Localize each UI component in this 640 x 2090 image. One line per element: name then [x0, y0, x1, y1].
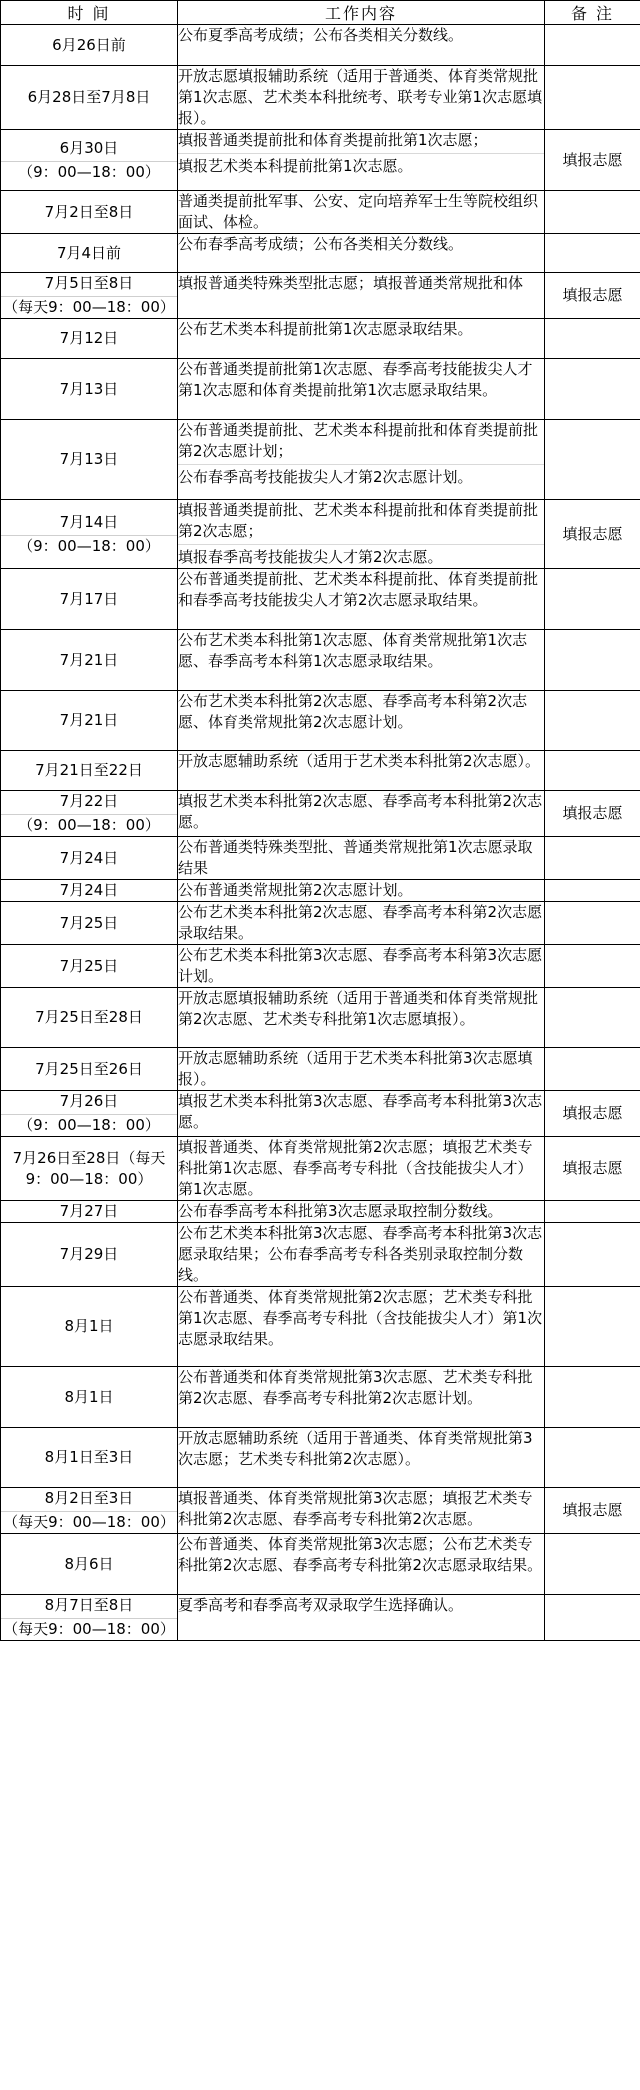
row-time-main: 8月1日至3日 — [44, 1448, 134, 1466]
table-row — [1, 1048, 640, 1091]
row-time — [1, 880, 178, 902]
row-time-sub: （每天9：00—18：00） — [1, 1618, 177, 1640]
row-time-main: 7月24日 — [59, 848, 119, 867]
table-row — [1, 1488, 640, 1534]
row-content-line: 公布艺术类本科批第2次志愿、春季高考本科第2次志愿录取结果。 — [178, 903, 543, 942]
row-content-line: 夏季高考和春季高考双录取学生选择确认。 — [178, 1596, 464, 1614]
table-row — [1, 569, 640, 630]
row-content-line: 公布春季高考本科批第3次志愿录取控制分数线。 — [178, 1202, 503, 1220]
row-time-sub: （9：00—18：00） — [1, 535, 177, 557]
row-time-main: 7月24日 — [59, 881, 119, 899]
row-time — [1, 130, 178, 191]
row-time — [1, 66, 178, 130]
row-content — [178, 319, 545, 359]
row-time — [1, 1223, 178, 1287]
row-note — [545, 234, 640, 273]
row-time-sub: （每天9：00—18：00） — [1, 1511, 177, 1533]
table-row — [1, 234, 640, 273]
row-time-main: 7月21日 — [59, 650, 119, 669]
row-content — [178, 1091, 545, 1137]
row-time-main: 6月26日前 — [52, 35, 126, 54]
table-row — [1, 25, 640, 66]
row-time-sub: （9：00—18：00） — [1, 161, 177, 183]
row-content-line: 公布艺术类本科提前批第1次志愿录取结果。 — [178, 320, 473, 338]
row-note: 填报志愿 — [545, 1488, 640, 1534]
row-content-line: 公布艺术类本科批第3次志愿、春季高考本科第3次志愿计划。 — [178, 946, 543, 985]
row-content — [178, 691, 545, 751]
row-time-sub: （9：00—18：00） — [1, 814, 177, 836]
row-content-line: 公布普通类、体育类常规批第3次志愿；公布艺术类专科批第2次志愿、春季高考专科批第2次志愿录取结果。 — [178, 1535, 543, 1574]
row-time — [1, 751, 178, 791]
row-time-main: 7月13日 — [59, 450, 119, 468]
row-time — [1, 319, 178, 359]
row-time-main: 7月14日 — [59, 512, 119, 531]
table-row — [1, 359, 640, 420]
row-note — [545, 569, 640, 630]
row-time-main: 7月26日 — [59, 1092, 119, 1110]
row-note — [545, 319, 640, 359]
row-note — [545, 1428, 640, 1488]
row-content-line: 公布普通类提前批、艺术类本科提前批和体育类提前批第2次志愿计划； — [178, 421, 539, 460]
row-content — [178, 1137, 545, 1201]
row-time-main: 7月5日至8日 — [44, 274, 134, 292]
row-time — [1, 273, 178, 319]
table-row — [1, 273, 640, 319]
row-content-line: 填报普通类提前批和体育类提前批第1次志愿； — [178, 131, 488, 149]
header-content: 工作内容 — [178, 1, 545, 25]
row-time — [1, 791, 178, 837]
row-note: 填报志愿 — [545, 130, 640, 191]
row-time — [1, 569, 178, 630]
header-row — [1, 1, 640, 25]
table-row — [1, 1595, 640, 1641]
row-content-line: 填报春季高考技能拔尖人才第2次志愿。 — [178, 544, 544, 568]
row-note — [545, 25, 640, 66]
row-content-line: 开放志愿辅助系统（适用于普通类、体育类常规批第3次志愿；艺术类专科批第2次志愿）。 — [178, 1429, 533, 1468]
row-time-main: 7月27日 — [59, 1202, 119, 1220]
row-time-main: 7月12日 — [59, 329, 119, 347]
table-row — [1, 1091, 640, 1137]
row-content — [178, 1287, 545, 1367]
row-content — [178, 791, 545, 837]
table-row — [1, 988, 640, 1048]
row-time-main: 7月25日至26日 — [35, 1059, 143, 1078]
row-time-main: 7月22日 — [59, 792, 119, 810]
table-row — [1, 945, 640, 988]
row-content-line: 填报艺术类本科批第2次志愿、春季高考本科批第2次志愿。 — [178, 792, 543, 831]
header-note: 备 注 — [545, 1, 640, 25]
row-note — [545, 1367, 640, 1428]
row-time — [1, 1534, 178, 1595]
row-content — [178, 66, 545, 130]
table-row — [1, 1367, 640, 1428]
row-time-main: 7月25日至28日 — [35, 1008, 143, 1026]
row-note — [545, 988, 640, 1048]
row-content-line: 公布普通类提前批、艺术类本科提前批、体育类提前批和春季高考技能拔尖人才第2次志愿录取结果。 — [178, 570, 539, 609]
row-note — [545, 945, 640, 988]
row-time-main: 7月26日至28日（每天9：00—18：00） — [12, 1148, 166, 1188]
row-time-main: 6月28日至7月8日 — [27, 88, 151, 106]
row-time — [1, 837, 178, 880]
row-time — [1, 25, 178, 66]
table-row — [1, 1137, 640, 1201]
row-note: 填报志愿 — [545, 791, 640, 837]
row-time-main: 7月25日 — [59, 913, 119, 932]
row-note: 填报志愿 — [545, 1137, 640, 1201]
row-content — [178, 359, 545, 420]
header-time: 时 间 — [1, 1, 178, 25]
table-row — [1, 130, 640, 191]
row-content — [178, 630, 545, 691]
row-note — [545, 420, 640, 500]
row-content-line: 开放志愿辅助系统（适用于艺术类本科批第2次志愿）。 — [178, 752, 541, 770]
row-content-line: 开放志愿辅助系统（适用于艺术类本科批第3次志愿填报）。 — [178, 1049, 533, 1088]
row-note: 填报志愿 — [545, 500, 640, 569]
row-note — [545, 880, 640, 902]
row-note — [545, 1223, 640, 1287]
row-content — [178, 837, 545, 880]
row-time — [1, 630, 178, 691]
row-content — [178, 273, 545, 319]
table-row — [1, 1223, 640, 1287]
schedule-body — [1, 25, 640, 1641]
row-content-line: 填报艺术类本科提前批第1次志愿。 — [178, 153, 544, 177]
row-note — [545, 191, 640, 234]
row-time — [1, 1091, 178, 1137]
row-content — [178, 420, 545, 500]
row-content — [178, 1595, 545, 1641]
row-content-line: 公布艺术类本科批第1次志愿、体育类常规批第1次志愿、春季高考本科第1次志愿录取结果。 — [178, 631, 528, 670]
row-content — [178, 234, 545, 273]
row-content — [178, 902, 545, 945]
row-time — [1, 1201, 178, 1223]
row-time-sub: （9：00—18：00） — [1, 1114, 177, 1136]
row-time — [1, 234, 178, 273]
row-time-main: 8月7日至8日 — [44, 1596, 134, 1614]
row-content-line: 公布艺术类本科批第2次志愿、春季高考本科第2次志愿、体育类常规批第2次志愿计划。 — [178, 692, 528, 731]
row-content-line: 公布普通类特殊类型批、普通类常规批第1次志愿录取结果 — [178, 838, 533, 877]
row-content — [178, 25, 545, 66]
row-content-line: 公布普通类、体育类常规批第2次志愿；艺术类专科批第1次志愿、春季高考专科批（含技能拔尖人才）第1次志愿录取结果。 — [178, 1288, 543, 1348]
row-time — [1, 1287, 178, 1367]
row-time-main: 8月6日 — [64, 1554, 114, 1573]
row-content-line: 填报普通类、体育类常规批第3次志愿；填报艺术类专科批第2次志愿、春季高考专科批第2次志愿。 — [178, 1489, 533, 1528]
row-time — [1, 500, 178, 569]
row-content — [178, 1201, 545, 1223]
row-time — [1, 359, 178, 420]
row-note — [545, 751, 640, 791]
row-time-main: 7月21日至22日 — [35, 761, 143, 779]
row-time-main: 7月21日 — [59, 711, 119, 729]
table-row — [1, 837, 640, 880]
row-content — [178, 569, 545, 630]
row-time — [1, 945, 178, 988]
row-content-line: 公布普通类提前批第1次志愿、春季高考技能拔尖人才第1次志愿和体育类提前批第1次志愿录取结果。 — [178, 360, 533, 399]
row-time — [1, 1048, 178, 1091]
row-time — [1, 691, 178, 751]
row-note — [545, 630, 640, 691]
row-content-line: 公布春季高考成绩；公布各类相关分数线。 — [178, 235, 464, 253]
row-content-line: 普通类提前批军事、公安、定向培养军士生等院校组织面试、体检。 — [178, 192, 539, 231]
row-time-main: 7月25日 — [59, 956, 119, 975]
row-content — [178, 1534, 545, 1595]
row-content — [178, 1428, 545, 1488]
table-row — [1, 630, 640, 691]
row-time-main: 8月1日 — [64, 1317, 114, 1335]
row-time-main: 8月2日至3日 — [44, 1489, 134, 1507]
row-time-main: 6月30日 — [59, 138, 119, 157]
row-content — [178, 191, 545, 234]
table-row — [1, 1534, 640, 1595]
row-time-main: 7月13日 — [59, 379, 119, 398]
row-note — [545, 1595, 640, 1641]
row-note — [545, 691, 640, 751]
row-note — [545, 66, 640, 130]
row-content-line: 公布普通类和体育类常规批第3次志愿、艺术类专科批第2次志愿、春季高考专科批第2次志愿计划。 — [178, 1368, 533, 1407]
row-content-line: 公布艺术类本科批第3次志愿、春季高考本科批第3次志愿录取结果；公布春季高考专科各类别录取控制分数线。 — [178, 1224, 543, 1284]
row-time-main: 7月4日前 — [56, 243, 122, 262]
row-time — [1, 191, 178, 234]
table-row — [1, 691, 640, 751]
table-row — [1, 902, 640, 945]
row-content-line: 公布普通类常规批第2次志愿计划。 — [178, 881, 413, 899]
row-time-main: 8月1日 — [64, 1387, 114, 1406]
row-time — [1, 1367, 178, 1428]
row-note — [545, 359, 640, 420]
row-content — [178, 945, 545, 988]
row-content — [178, 500, 545, 569]
row-content-line: 填报普通类提前批、艺术类本科提前批和体育类提前批第2次志愿； — [178, 501, 539, 540]
table-row — [1, 319, 640, 359]
table-row — [1, 500, 640, 569]
row-content-line: 开放志愿填报辅助系统（适用于普通类和体育类常规批第2次志愿、艺术类专科批第1次志愿填报）。 — [178, 989, 539, 1028]
row-content-line: 填报艺术类本科批第3次志愿、春季高考本科批第3次志愿。 — [178, 1092, 543, 1131]
row-note — [545, 1534, 640, 1595]
row-note — [545, 837, 640, 880]
row-time-sub: （每天9：00—18：00） — [1, 296, 177, 318]
table-row — [1, 66, 640, 130]
row-note: 填报志愿 — [545, 1091, 640, 1137]
row-content — [178, 130, 545, 191]
table-row — [1, 791, 640, 837]
row-content-line: 公布春季高考技能拔尖人才第2次志愿计划。 — [178, 464, 544, 488]
row-time — [1, 988, 178, 1048]
row-content — [178, 988, 545, 1048]
row-content — [178, 1367, 545, 1428]
table-row — [1, 1287, 640, 1367]
row-content-line: 填报普通类特殊类型批志愿；填报普通类常规批和体 — [178, 274, 524, 292]
row-time-main: 7月17日 — [59, 589, 119, 608]
row-note — [545, 1201, 640, 1223]
row-content — [178, 1048, 545, 1091]
row-note: 填报志愿 — [545, 273, 640, 319]
row-time — [1, 1428, 178, 1488]
row-time — [1, 1595, 178, 1641]
row-note — [545, 902, 640, 945]
row-time — [1, 902, 178, 945]
row-note — [545, 1048, 640, 1091]
row-content-line: 公布夏季高考成绩；公布各类相关分数线。 — [178, 26, 464, 44]
table-row — [1, 751, 640, 791]
row-time-main: 7月2日至8日 — [44, 202, 134, 221]
table-row — [1, 420, 640, 500]
row-time-main: 7月29日 — [59, 1245, 119, 1263]
table-row — [1, 1201, 640, 1223]
table-row — [1, 1428, 640, 1488]
row-time — [1, 1488, 178, 1534]
row-time — [1, 1137, 178, 1201]
row-content — [178, 1488, 545, 1534]
row-content — [178, 880, 545, 902]
table-row — [1, 191, 640, 234]
row-content — [178, 751, 545, 791]
row-content-line: 填报普通类、体育类常规批第2次志愿；填报艺术类专科批第1次志愿、春季高考专科批（含技能拔尖人才）第1次志愿。 — [178, 1138, 533, 1198]
table-row — [1, 880, 640, 902]
row-time — [1, 420, 178, 500]
row-content — [178, 1223, 545, 1287]
row-note — [545, 1287, 640, 1367]
row-content-line: 开放志愿填报辅助系统（适用于普通类、体育类常规批第1次志愿、艺术类本科批统考、联考专业第1次志愿填报）。 — [178, 67, 543, 127]
